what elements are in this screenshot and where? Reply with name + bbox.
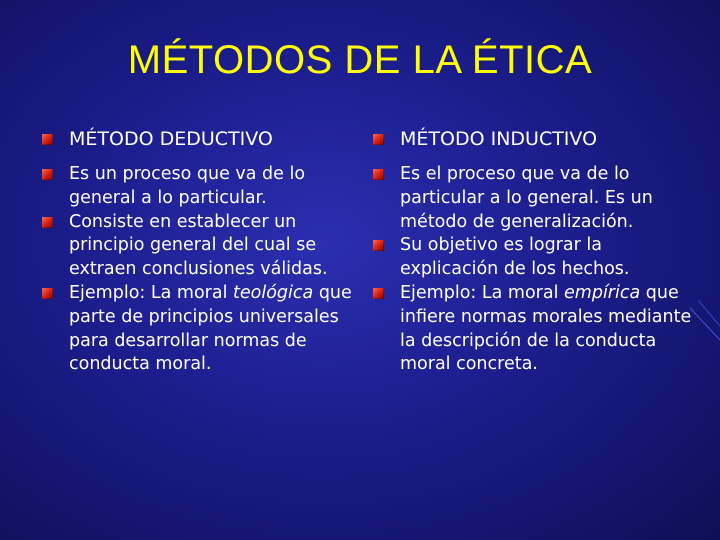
- deductive-bullet-1: [42, 163, 354, 211]
- square-bullet-icon: [373, 134, 384, 145]
- inductive-bullet-1: [373, 163, 693, 234]
- square-bullet-icon: [373, 169, 384, 180]
- bullet-text: Es el proceso que va de lo particular a lo general. Es un método de generalización.: [400, 164, 653, 232]
- inductive-heading-item: [373, 126, 693, 152]
- inductive-column: [373, 126, 693, 377]
- bullet-text: Consiste en establecer un principio general del cual se extraen conclusiones válidas.: [69, 211, 328, 280]
- emphasized-term: teológica: [233, 282, 314, 303]
- square-bullet-icon: [373, 240, 384, 251]
- deductive-bullet-2: [42, 211, 354, 282]
- square-bullet-icon: [42, 217, 53, 228]
- inductive-bullet-2: [373, 234, 693, 282]
- bullet-text-end: que parte de principios universales para desarrollar normas de conducta moral.: [69, 282, 352, 375]
- deductive-bullet-3: [42, 282, 354, 377]
- slide-title: MÉTODOS DE LA ÉTICA: [127, 38, 593, 82]
- deductive-column: [42, 126, 354, 377]
- deductive-heading-item: [42, 126, 354, 152]
- bullet-text: Su objetivo es lograr la explicación de los hechos.: [400, 235, 630, 280]
- square-bullet-icon: [373, 288, 384, 299]
- inductive-heading: MÉTODO INDUCTIVO: [400, 128, 598, 150]
- square-bullet-icon: [42, 288, 53, 299]
- emphasized-term: empírica: [564, 282, 641, 303]
- square-bullet-icon: [42, 134, 53, 145]
- bullet-text-start: Ejemplo: La moral: [69, 282, 234, 303]
- inductive-bullet-3: [373, 282, 693, 377]
- bullet-text-end: que infiere normas morales mediante la descripción de la conducta moral concreta.: [400, 282, 692, 375]
- decorative-lines: [690, 300, 720, 360]
- deductive-heading: MÉTODO DEDUCTIVO: [69, 128, 273, 150]
- bullet-text: Es un proceso que va de lo general a lo particular.: [69, 164, 306, 208]
- square-bullet-icon: [42, 169, 53, 180]
- bullet-text-start: Ejemplo: La moral: [400, 282, 565, 303]
